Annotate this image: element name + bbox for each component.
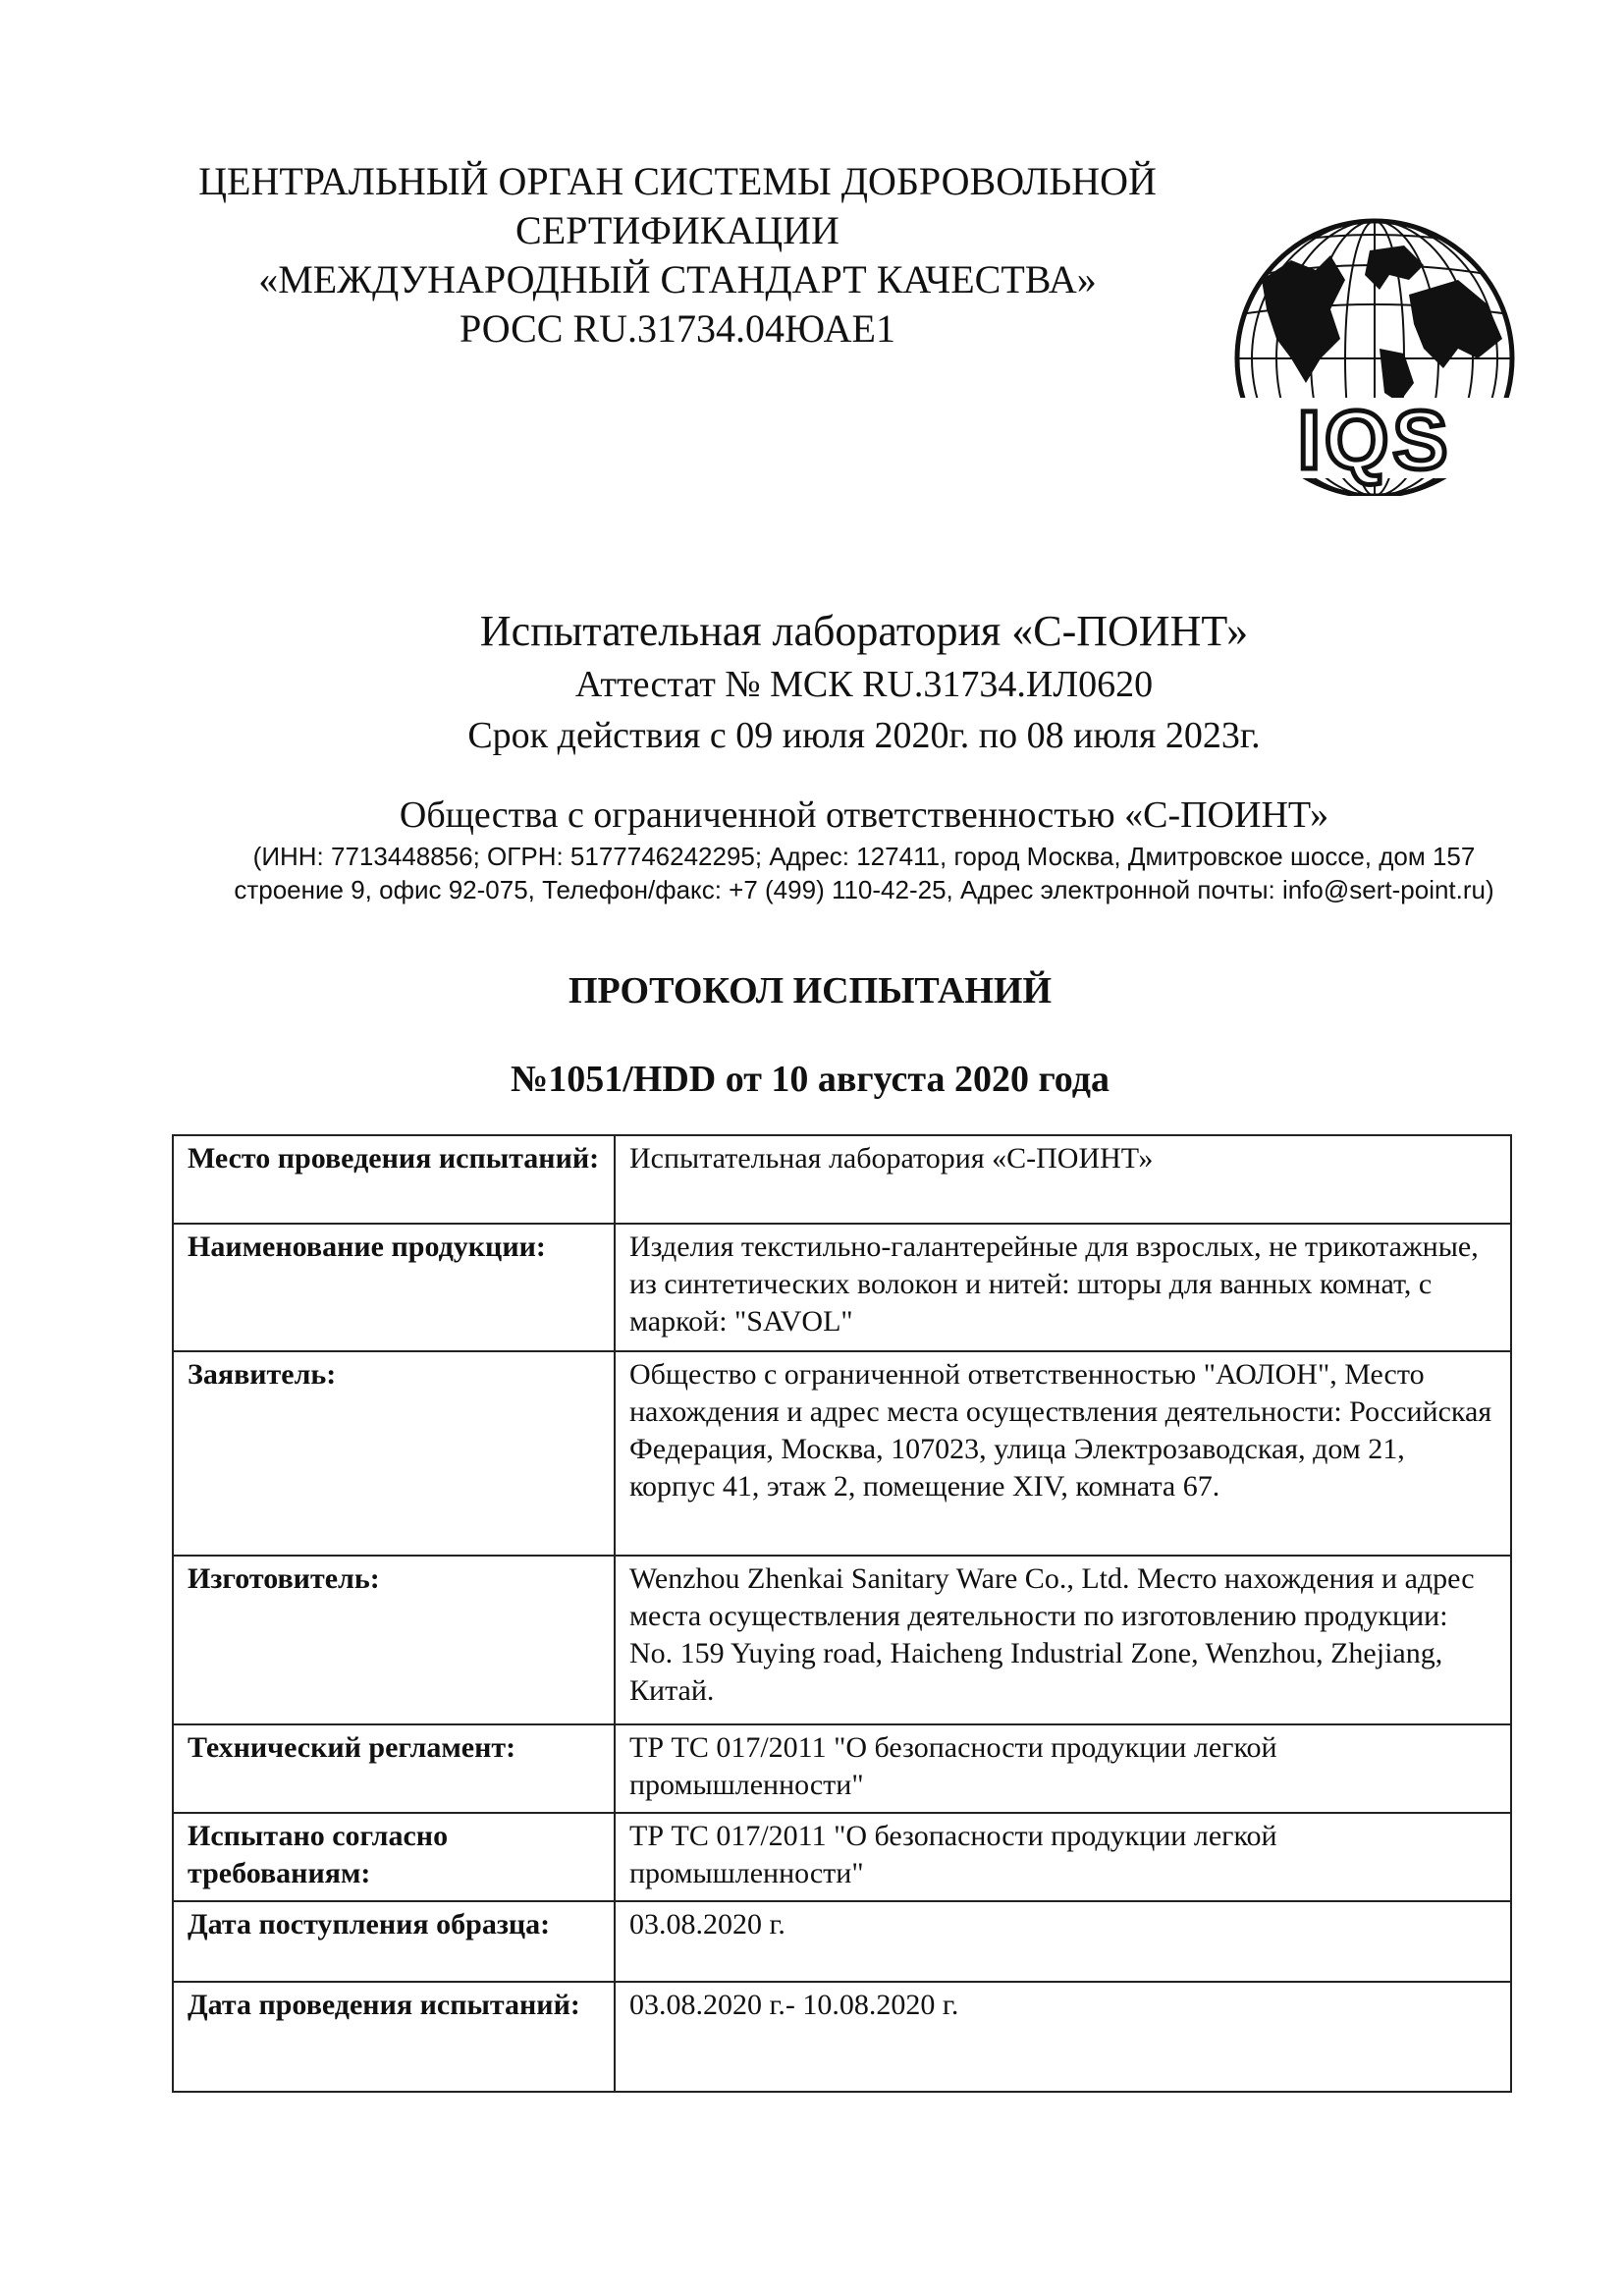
org-line: РОСС RU.31734.04ЮАЕ1 [460,306,895,351]
table-row [173,1901,1511,1982]
row-label: Место проведения испытаний: [173,1135,615,1224]
row-value: ТР ТС 017/2011 "О безопасности продукции легкой промышленности" [615,1724,1511,1813]
row-label: Дата проведения испытаний: [173,1982,615,2092]
row-label: Испытано согласно требованиям: [173,1813,615,1901]
row-value: Изделия текстильно-галантерейные для взрослых, не трикотажные, из синтетических волокон и нитей: шторы для ванных комнат, с маркой: "SAVOL" [615,1224,1511,1351]
row-value: Общество с ограниченной ответственностью "АОЛОН", Место нахождения и адрес места осуществления деятельности: Российская Федерация, Москва, 107023, улица Электрозаводская, дом 21, корпус 41, этаж 2, помещение XIV, комната 67. [615,1351,1511,1556]
certification-body-header [187,157,1168,354]
company-name: Общества с ограниченной ответственностью «С-ПОИНТ» [399,794,1329,836]
table-row [173,1813,1511,1901]
company-details-line: (ИНН: 7713448856; ОГРН: 5177746242295; Адрес: 127411, город Москва, Дмитровское шоссе, дом 157 [252,842,1476,871]
validity-period: Срок действия с 09 июля 2020г. по 08 июля 2023г. [467,715,1261,756]
row-value: ТР ТС 017/2011 "О безопасности продукции легкой промышленности" [615,1813,1511,1901]
row-value: 03.08.2020 г. [615,1901,1511,1982]
table-row [173,1135,1511,1224]
company-block [177,791,1551,906]
row-label: Дата поступления образца: [173,1901,615,1982]
laboratory-block [373,604,1355,761]
row-label: Изготовитель: [173,1556,615,1724]
protocol-info-table [172,1134,1512,2093]
table-row [173,1982,1511,2092]
protocol-number: №1051/HDD от 10 августа 2020 года [511,1059,1110,1100]
logo-text: IQS [1297,394,1452,486]
company-details-line: строение 9, офис 92-075, Телефон/факс: +7 (499) 110-42-25, Адрес электронной почты: info@sert-point.ru) [234,875,1494,904]
row-value: 03.08.2020 г.- 10.08.2020 г. [615,1982,1511,2092]
row-label: Технический регламент: [173,1724,615,1813]
org-line: СЕРТИФИКАЦИИ [515,208,839,252]
table-row [173,1556,1511,1724]
laboratory-title: Испытательная лаборатория «С-ПОИНТ» [479,607,1249,655]
row-value: Испытательная лаборатория «С-ПОИНТ» [615,1135,1511,1224]
org-line: ЦЕНТРАЛЬНЫЙ ОРГАН СИСТЕМЫ ДОБРОВОЛЬНОЙ [198,159,1157,203]
table-row [173,1224,1511,1351]
table-row [173,1351,1511,1556]
org-line: «МЕЖДУНАРОДНЫЙ СТАНДАРТ КАЧЕСТВА» [258,257,1097,301]
protocol-title: ПРОТОКОЛ ИСПЫТАНИЙ [568,970,1053,1011]
row-value: Wenzhou Zhenkai Sanitary Ware Co., Ltd. Место нахождения и адрес места осуществления деятельности по изготовлению продукции: No. 159 Yuying road, Haicheng Industrial Zone, Wenzhou, Zhejiang, Китай. [615,1556,1511,1724]
table-row [173,1724,1511,1813]
row-label: Наименование продукции: [173,1224,615,1351]
iqs-globe-logo [1222,211,1527,496]
attestat-number: Аттестат № МСК RU.31734.ИЛ0620 [574,664,1154,705]
row-label: Заявитель: [173,1351,615,1556]
